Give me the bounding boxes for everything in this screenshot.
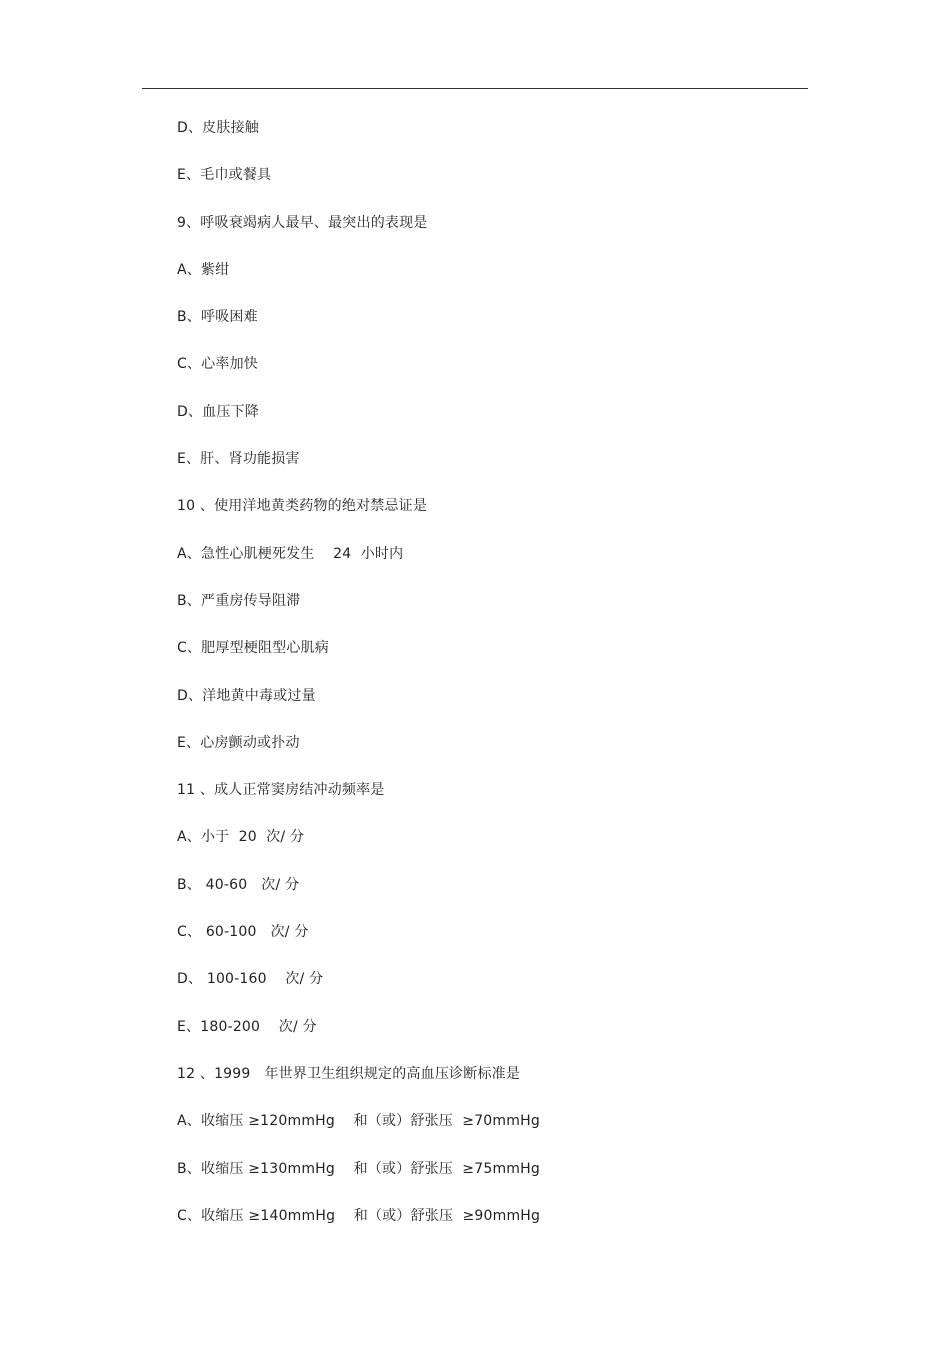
option-12a: A、收缩压 ≥120mmHg 和（或）舒张压 ≥70mmHg: [177, 1113, 540, 1130]
header-rule: [142, 88, 808, 89]
option-11d: D、 100-160 次/ 分: [177, 971, 324, 988]
option-9e: E、肝、肾功能损害: [177, 451, 300, 468]
option-9d: D、血压下降: [177, 403, 259, 420]
option-11a: A、小于 20 次/ 分: [177, 829, 305, 846]
option-11b: B、 40-60 次/ 分: [177, 876, 300, 893]
option-10d: D、洋地黄中毒或过量: [177, 687, 316, 704]
question-9: 9、呼吸衰竭病人最早、最突出的表现是: [177, 214, 428, 231]
option-11e: E、180-200 次/ 分: [177, 1018, 317, 1035]
option-8e: E、毛巾或餐具: [177, 167, 272, 184]
option-9c: C、心率加快: [177, 356, 258, 373]
question-10: 10 、使用洋地黄类药物的绝对禁忌证是: [177, 498, 428, 515]
question-11: 11 、成人正常窦房结冲动频率是: [177, 782, 385, 799]
option-12c: C、收缩压 ≥140mmHg 和（或）舒张压 ≥90mmHg: [177, 1207, 541, 1224]
option-11c: C、 60-100 次/ 分: [177, 924, 309, 941]
option-8d: D、皮肤接触: [177, 120, 259, 136]
question-12: 12 、1999 年世界卫生组织规定的高血压诊断标准是: [177, 1065, 521, 1082]
option-10a: A、急性心肌梗死发生 24 小时内: [177, 545, 404, 562]
option-10e: E、心房颤动或扑动: [177, 734, 300, 751]
option-9a: A、紫绀: [177, 261, 230, 278]
option-10c: C、肥厚型梗阻型心肌病: [177, 640, 329, 657]
option-9b: B、呼吸困难: [177, 309, 258, 326]
option-12b: B、收缩压 ≥130mmHg 和（或）舒张压 ≥75mmHg: [177, 1160, 540, 1177]
document-body: [177, 112, 817, 1247]
option-10b: B、严重房传导阻滞: [177, 592, 301, 609]
